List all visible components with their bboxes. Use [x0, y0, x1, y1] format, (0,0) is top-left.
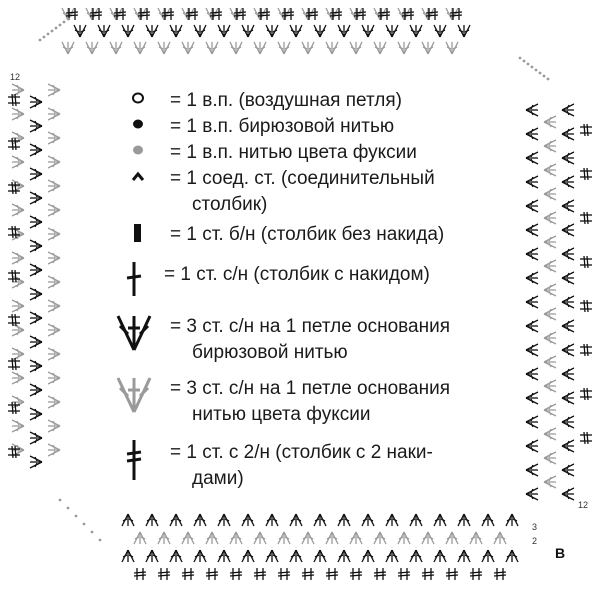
shell-stitch: [350, 532, 362, 544]
shell-stitch: [526, 296, 538, 308]
post-stitch: [8, 94, 20, 106]
shell-stitch: [48, 228, 60, 240]
shell-stitch: [230, 532, 242, 544]
shell-stitch: [314, 550, 326, 562]
shell-stitch: [218, 25, 230, 37]
shell-stitch: [254, 8, 266, 20]
shell-stitch: [30, 456, 42, 468]
chain-dot: [527, 63, 530, 66]
shell-stitch: [134, 532, 146, 544]
shell-stitch: [398, 42, 410, 54]
chain-dot: [59, 24, 62, 27]
post-stitch: [470, 568, 482, 580]
shell-stitch: [326, 532, 338, 544]
shell-stitch: [158, 8, 170, 20]
shell-stitch: [170, 25, 182, 37]
shell-stitch: [30, 264, 42, 276]
shell-stitch: [146, 550, 158, 562]
shell-stitch: [74, 25, 86, 37]
shell-stitch: [48, 420, 60, 432]
shell-stitch: [30, 408, 42, 420]
shell-stitch: [562, 200, 574, 212]
shell-stitch: [158, 532, 170, 544]
shell-stitch: [410, 25, 422, 37]
shell-stitch: [544, 356, 556, 368]
shell-stitch: [30, 312, 42, 324]
shell-stitch: [48, 324, 60, 336]
shell-stitch: [434, 550, 446, 562]
shell-stitch: [544, 140, 556, 152]
chain-dot: [535, 69, 538, 72]
shell-stitch: [482, 514, 494, 526]
shell-stitch: [230, 8, 242, 20]
shell-stitch: [48, 180, 60, 192]
shell-stitch: [12, 132, 24, 144]
chain-dot: [75, 515, 78, 518]
shell-stitch: [544, 212, 556, 224]
shell-stitch: [12, 180, 24, 192]
legend-text: = 1 ст. с/н (столбик с накидом): [164, 264, 430, 285]
shell-stitch: [544, 116, 556, 128]
chain-dot: [523, 60, 526, 63]
chain-dot: [63, 21, 66, 24]
shell-stitch: [48, 252, 60, 264]
shell-stitch: [194, 25, 206, 37]
shell-stitch: [410, 550, 422, 562]
shell-stitch: [526, 248, 538, 260]
shell-stitch: [122, 25, 134, 37]
shell-stitch: [526, 104, 538, 116]
shell-stitch: [182, 42, 194, 54]
shell-stitch: [386, 25, 398, 37]
chain-dot: [67, 18, 70, 21]
shell-stitch: [562, 416, 574, 428]
row-number-label: 2: [532, 536, 538, 546]
shell-stitch: [86, 42, 98, 54]
shell-stitch: [544, 332, 556, 344]
shell-stitch: [506, 514, 518, 526]
shell-stitch: [290, 550, 302, 562]
chain-dot: [55, 27, 58, 30]
shell-stitch: [242, 550, 254, 562]
shell-stitch: [158, 42, 170, 54]
shell-stitch: [562, 104, 574, 116]
post-stitch: [350, 568, 362, 580]
shell-stitch: [30, 168, 42, 180]
shell-stitch: [362, 514, 374, 526]
shell-stitch: [218, 550, 230, 562]
shell-stitch: [562, 152, 574, 164]
shell-stitch: [362, 25, 374, 37]
shell-stitch: [422, 532, 434, 544]
shell-stitch: [146, 25, 158, 37]
legend-text: = 3 ст. с/н на 1 петле основания бирюзовой нитью: [170, 316, 451, 363]
shell-stitch: [30, 240, 42, 252]
post-stitch: [158, 568, 170, 580]
shell-stitch: [290, 514, 302, 526]
shell-stitch: [12, 300, 24, 312]
shell-stitch: [30, 216, 42, 228]
legend-panel: [90, 78, 520, 498]
shell-stitch: [562, 488, 574, 500]
shell-stitch: [278, 532, 290, 544]
post-stitch: [580, 256, 592, 268]
post-stitch: [302, 568, 314, 580]
shell-stitch: [562, 440, 574, 452]
shell-stitch: [86, 8, 98, 20]
shell-stitch: [110, 42, 122, 54]
chain-dot: [91, 531, 94, 534]
shell-stitch: [338, 25, 350, 37]
slip-stitch-icon: [90, 166, 170, 206]
shell-stitch: [30, 336, 42, 348]
shell-stitch: [544, 476, 556, 488]
shell-stitch: [374, 532, 386, 544]
row-number-label: 3: [532, 522, 538, 532]
shell-stitch: [170, 550, 182, 562]
post-stitch: [580, 124, 592, 136]
post-stitch: [182, 568, 194, 580]
shell-stitch: [146, 514, 158, 526]
shell-stitch: [434, 514, 446, 526]
post-stitch: [422, 568, 434, 580]
shell-stitch: [254, 532, 266, 544]
shell-stitch: [562, 272, 574, 284]
chain-dot: [531, 66, 534, 69]
shell-stitch: [30, 96, 42, 108]
shell-stitch: [386, 550, 398, 562]
post-stitch: [206, 568, 218, 580]
shell-stitch: [122, 550, 134, 562]
shell-stitch: [182, 532, 194, 544]
shell-stitch: [12, 252, 24, 264]
shell-stitch: [206, 532, 218, 544]
shell-stitch: [206, 8, 218, 20]
shell-stitch: [506, 550, 518, 562]
shell-stitch: [526, 416, 538, 428]
shell-stitch: [526, 488, 538, 500]
shell-stitch: [48, 372, 60, 384]
shell-stitch: [30, 192, 42, 204]
post-stitch: [326, 568, 338, 580]
shell-stitch: [290, 25, 302, 37]
chain-dot: [39, 39, 42, 42]
shell-stitch: [562, 344, 574, 356]
shell-stitch: [266, 25, 278, 37]
shell-stitch: [482, 550, 494, 562]
shell-stitch: [302, 42, 314, 54]
shell-stitch: [562, 248, 574, 260]
shell-stitch: [134, 8, 146, 20]
shell-stitch: [526, 152, 538, 164]
shell-stitch: [422, 42, 434, 54]
shell-stitch: [12, 228, 24, 240]
shell-stitch: [526, 344, 538, 356]
shell-stitch: [350, 42, 362, 54]
shell-stitch: [562, 128, 574, 140]
shell-stitch: [48, 132, 60, 144]
shell-stitch: [242, 25, 254, 37]
shell-stitch: [314, 514, 326, 526]
shell-stitch: [182, 8, 194, 20]
chain-dot: [547, 78, 550, 81]
single-crochet-icon: [90, 222, 170, 262]
shell-stitch: [458, 25, 470, 37]
shell-stitch: [326, 42, 338, 54]
shell-stitch: [458, 550, 470, 562]
post-stitch: [278, 568, 290, 580]
shell-stitch: [398, 532, 410, 544]
chain-dot: [83, 523, 86, 526]
shell-stitch: [562, 296, 574, 308]
shell-stitch: [30, 432, 42, 444]
shell-stitch: [446, 8, 458, 20]
legend-text: = 1 соед. ст. (соединительный столбик): [170, 168, 435, 215]
shell-stitch: [544, 428, 556, 440]
shell-stitch: [562, 176, 574, 188]
shell-stitch: [206, 42, 218, 54]
corner-label: В: [555, 545, 566, 561]
chain-dot: [543, 75, 546, 78]
shell-stitch: [12, 420, 24, 432]
shell-stitch: [110, 8, 122, 20]
post-stitch: [398, 568, 410, 580]
shell-stitch: [278, 8, 290, 20]
shell-stitch: [526, 392, 538, 404]
double-crochet-icon: [90, 262, 170, 302]
shell-stitch: [526, 320, 538, 332]
shell-stitch: [48, 204, 60, 216]
shell-stitch: [266, 514, 278, 526]
legend-text: = 1 в.п. бирюзовой нитью: [170, 116, 395, 137]
shell-stitch: [170, 514, 182, 526]
shell-stitch: [230, 42, 242, 54]
shell-stitch: [48, 84, 60, 96]
legend-text: = 1 ст. с 2/н (столбик с 2 наки- дами): [170, 442, 433, 489]
shell-stitch: [12, 444, 24, 456]
shell-stitch: [526, 464, 538, 476]
chain-dot: [519, 57, 522, 60]
post-stitch: [254, 568, 266, 580]
shell-stitch: [30, 288, 42, 300]
post-stitch: [494, 568, 506, 580]
chain-dot: [43, 36, 46, 39]
shell-stitch: [544, 236, 556, 248]
shell-stitch: [30, 120, 42, 132]
chain-dot: [67, 507, 70, 510]
shell-stitch: [314, 25, 326, 37]
chain-dot: [47, 33, 50, 36]
shell-stitch: [12, 324, 24, 336]
shell-stitch: [194, 550, 206, 562]
shell-stitch: [30, 144, 42, 156]
shell-stitch: [526, 224, 538, 236]
shell-stitch: [218, 514, 230, 526]
shell-stitch: [12, 108, 24, 120]
shell-stitch: [302, 8, 314, 20]
shell-stitch: [242, 514, 254, 526]
shell-stitch: [544, 284, 556, 296]
legend-text: = 1 в.п. нитью цвета фуксии: [170, 142, 417, 163]
shell-stitch: [544, 380, 556, 392]
shell-stitch: [526, 128, 538, 140]
post-stitch: [374, 568, 386, 580]
shell-stitch: [434, 25, 446, 37]
shell-stitch: [350, 8, 362, 20]
shell-stitch: [494, 532, 506, 544]
shell-stitch: [422, 8, 434, 20]
shell-stitch: [458, 514, 470, 526]
shell-stitch: [562, 320, 574, 332]
shell-stitch: [544, 452, 556, 464]
shell-stitch: [12, 396, 24, 408]
legend-text: = 1 в.п. (воздушная петля): [170, 90, 402, 111]
shell-stitch: [410, 514, 422, 526]
shell-stitch: [398, 8, 410, 20]
shell-stitch: [338, 550, 350, 562]
shell-stitch: [526, 368, 538, 380]
shell-stitch: [12, 372, 24, 384]
shell-stitch: [526, 440, 538, 452]
post-stitch: [580, 432, 592, 444]
chain-dot: [539, 72, 542, 75]
shell-turquoise-icon: [90, 314, 170, 364]
shell-stitch: [544, 404, 556, 416]
post-stitch: [580, 212, 592, 224]
shell-stitch: [48, 156, 60, 168]
shell-stitch: [254, 42, 266, 54]
post-stitch: [580, 300, 592, 312]
shell-stitch: [470, 532, 482, 544]
shell-stitch: [526, 176, 538, 188]
post-stitch: [580, 168, 592, 180]
shell-stitch: [544, 260, 556, 272]
shell-stitch: [386, 514, 398, 526]
shell-stitch: [562, 464, 574, 476]
shell-stitch: [446, 532, 458, 544]
post-stitch: [134, 568, 146, 580]
treble-crochet-icon: [90, 440, 170, 490]
shell-stitch: [562, 224, 574, 236]
shell-stitch: [544, 188, 556, 200]
shell-stitch: [526, 272, 538, 284]
row-number-label: 12: [10, 72, 21, 82]
shell-stitch: [12, 276, 24, 288]
shell-stitch: [48, 108, 60, 120]
shell-stitch: [194, 514, 206, 526]
shell-stitch: [278, 42, 290, 54]
shell-stitch: [544, 308, 556, 320]
legend-text: = 1 ст. б/н (столбик без накида): [170, 224, 445, 245]
shell-stitch: [62, 42, 74, 54]
shell-stitch: [48, 348, 60, 360]
chain-dot: [99, 539, 102, 542]
shell-stitch: [12, 348, 24, 360]
shell-stitch: [98, 25, 110, 37]
shell-stitch: [266, 550, 278, 562]
shell-stitch: [30, 384, 42, 396]
shell-stitch: [302, 532, 314, 544]
shell-stitch: [48, 300, 60, 312]
shell-stitch: [12, 84, 24, 96]
chain-dot: [59, 499, 62, 502]
shell-stitch: [362, 550, 374, 562]
shell-stitch: [12, 204, 24, 216]
post-stitch: [8, 358, 20, 370]
post-stitch: [580, 388, 592, 400]
chain-dot: [51, 30, 54, 33]
shell-stitch: [12, 156, 24, 168]
shell-stitch: [30, 360, 42, 372]
shell-stitch: [526, 200, 538, 212]
shell-stitch: [544, 164, 556, 176]
shell-stitch: [134, 42, 146, 54]
post-stitch: [8, 314, 20, 326]
shell-stitch: [562, 392, 574, 404]
shell-stitch: [48, 276, 60, 288]
shell-stitch: [446, 42, 458, 54]
shell-stitch: [122, 514, 134, 526]
shell-stitch: [326, 8, 338, 20]
shell-stitch: [562, 368, 574, 380]
shell-stitch: [374, 42, 386, 54]
shell-stitch: [48, 444, 60, 456]
legend-text: = 3 ст. с/н на 1 петле основания нитью цвета фуксии: [170, 378, 451, 425]
post-stitch: [446, 568, 458, 580]
shell-stitch: [374, 8, 386, 20]
shell-stitch: [338, 514, 350, 526]
post-stitch: [580, 344, 592, 356]
shell-stitch: [48, 396, 60, 408]
shell-fuchsia-icon: [90, 376, 170, 426]
row-number-label: 12: [578, 500, 589, 510]
post-stitch: [230, 568, 242, 580]
